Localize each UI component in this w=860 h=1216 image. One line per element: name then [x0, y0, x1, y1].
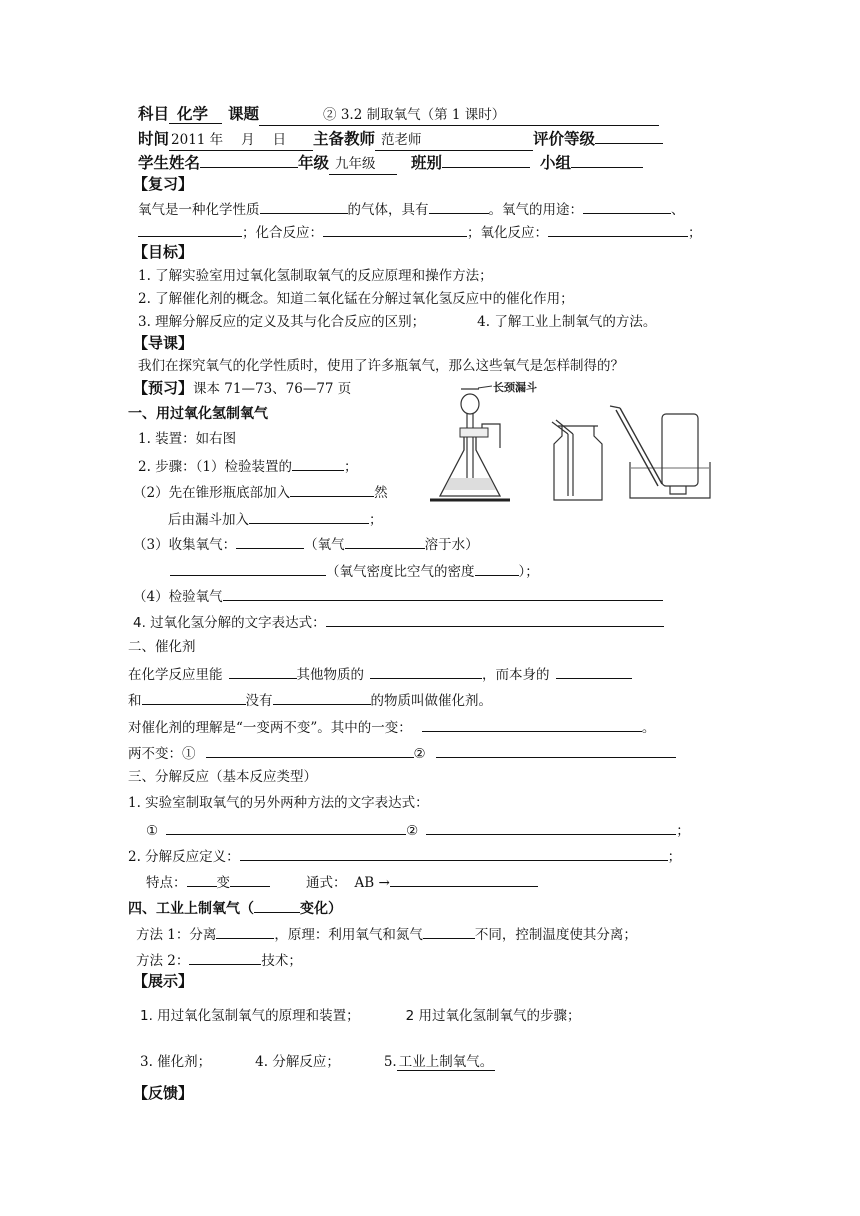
- s4-blank-2[interactable]: [216, 923, 274, 939]
- s1-blank-2[interactable]: [290, 481, 374, 497]
- group-blank[interactable]: [571, 152, 643, 168]
- student-name-blank[interactable]: [200, 152, 298, 168]
- review-blank-2[interactable]: [429, 198, 489, 214]
- s1-expression: 4. 过氧化氢分解的文字表达式：: [133, 611, 664, 633]
- header-row-time: [138, 128, 663, 151]
- s2-blank-8[interactable]: [436, 742, 676, 758]
- s1-blank-3[interactable]: [249, 508, 369, 524]
- s2-line-1: 在化学反应里能 其他物质的 ，而本身的: [128, 663, 632, 685]
- topic-label: 课题: [228, 105, 260, 123]
- s2-blank-6[interactable]: [422, 716, 642, 732]
- goals-heading: 【目标】: [133, 243, 194, 261]
- s3-line-2: ① ② ；: [146, 819, 690, 841]
- review-line-2: ；化合反应： ；氧化反应： ；: [138, 221, 702, 243]
- review-heading: 【复习】: [133, 175, 194, 193]
- s2-blank-5[interactable]: [273, 689, 371, 705]
- s2-blank-7[interactable]: [206, 742, 414, 758]
- s1-step-3: （3）收集氧气： （氧气 溶于水）: [133, 533, 479, 555]
- s3-blank-4[interactable]: [187, 871, 217, 887]
- show-heading: 【展示】: [133, 972, 194, 990]
- s1-device: 1. 装置：如右图: [138, 431, 237, 447]
- s2-line-4: 两不变：① ②: [128, 742, 676, 764]
- s1-blank-1[interactable]: [292, 455, 344, 471]
- s3-blank-5[interactable]: [230, 871, 270, 887]
- section-4-title: 四、工业上制氧气（ 变化）: [128, 897, 342, 919]
- stopper: [460, 428, 488, 437]
- s1-blank-5[interactable]: [345, 533, 425, 549]
- section-2-title: 二、催化剂: [128, 639, 196, 655]
- s4-blank-4[interactable]: [189, 949, 261, 965]
- s4-line-1: 方法 1：分离 ，原理：利用氧气和氮气 不同，控制温度使其分离；: [136, 923, 637, 945]
- class-label: 班别: [411, 154, 443, 172]
- funnel-label: 长颈漏斗: [493, 381, 537, 394]
- s3-blank-6[interactable]: [390, 871, 538, 887]
- review-blank-5[interactable]: [323, 221, 467, 237]
- intro-heading: 【导课】: [133, 334, 194, 352]
- s3-line-3: 2. 分解反应定义： ；: [128, 845, 681, 867]
- review-blank-4[interactable]: [138, 221, 242, 237]
- topic-value: ② 3.2 制取氧气（第 1 课时）: [259, 105, 659, 126]
- s4-line-2: 方法 2： 技术；: [136, 949, 302, 971]
- s4-blank-1[interactable]: [254, 897, 300, 913]
- show-line-1: 1. 用过氧化氢制氧气的原理和装置； 2 用过氧化氢制氧气的步骤；: [140, 1008, 581, 1024]
- review-blank-6[interactable]: [548, 221, 688, 237]
- s2-blank-3[interactable]: [556, 663, 632, 679]
- s1-step-2: （2）先在锥形瓶底部加入 然: [133, 481, 388, 503]
- s2-blank-1[interactable]: [229, 663, 297, 679]
- grade-eval-label: 评价等级: [533, 130, 596, 148]
- teacher-label: 主备教师: [313, 130, 376, 148]
- grade-eval-blank[interactable]: [595, 128, 663, 144]
- header-row-student: [138, 152, 643, 175]
- preview-heading-line: [133, 378, 351, 399]
- preview-pages: 课本 71—73、76—77 页: [193, 381, 352, 397]
- funnel-pointer: [478, 386, 492, 388]
- subject-value: 化学: [169, 105, 222, 124]
- goal-item-2: 2. 了解催化剂的概念。知道二氧化锰在分解过氧化氢反应中的催化作用；: [138, 291, 574, 307]
- water-trough: [610, 406, 710, 498]
- s1-blank-7[interactable]: [475, 560, 519, 576]
- s2-blank-4[interactable]: [142, 689, 246, 705]
- s1-step-4: （4）检验氧气: [133, 585, 663, 607]
- s1-blank-8[interactable]: [223, 585, 663, 601]
- s3-blank-3[interactable]: [240, 845, 668, 861]
- feedback-heading: 【反馈】: [133, 1084, 194, 1102]
- group-label: 小组: [540, 154, 572, 172]
- time-label: 时间: [138, 130, 170, 148]
- class-blank[interactable]: [442, 152, 530, 168]
- goal-item-3: 3. 理解分解反应的定义及其与化合反应的区别； 4. 了解工业上制氧气的方法。: [138, 314, 657, 330]
- s3-line-4: 特点： 变 通式： AB →: [146, 871, 538, 893]
- review-blank-1[interactable]: [260, 198, 348, 214]
- s1-step-1: 2. 步骤：（1）检验装置的 ；: [138, 455, 358, 477]
- collecting-bottle: [552, 420, 602, 500]
- s1-blank-9[interactable]: [326, 611, 664, 627]
- s1-step-3b: （氧气密度比空气的密度 ）；: [170, 560, 539, 582]
- student-label: 学生姓名: [138, 154, 201, 172]
- s2-line-2: 和 没有 的物质叫做催化剂。: [128, 689, 492, 711]
- s2-line-3: 对催化剂的理解是“一变两不变”。其中的一变： 。: [128, 716, 655, 738]
- s1-blank-6[interactable]: [170, 560, 326, 576]
- s3-blank-2[interactable]: [426, 819, 676, 835]
- s2-blank-2[interactable]: [370, 663, 482, 679]
- section-1-title: 一、用过氧化氢制氧气: [128, 406, 268, 422]
- s1-step-2b: 后由漏斗加入 ；: [168, 508, 383, 530]
- show-line-2: 3. 催化剂； 4. 分解反应； 5. 工业上制氧气。: [140, 1054, 494, 1070]
- section-3-title: 三、分解反应（基本反应类型）: [128, 769, 317, 785]
- review-line-1: 氧气是一种化学性质 的气体，具有 。氧气的用途： 、: [138, 198, 685, 220]
- intro-text: 我们在探究氧气的化学性质时，使用了许多瓶氧气，那么这些氧气是怎样制得的？: [138, 358, 624, 374]
- s3-blank-1[interactable]: [166, 819, 406, 835]
- flask-liquid: [444, 478, 496, 490]
- time-date: 2011 年 月 日: [169, 130, 313, 151]
- grade-value: 九年级: [329, 154, 397, 175]
- review-blank-3[interactable]: [583, 198, 671, 214]
- apparatus-illustration: [430, 378, 720, 506]
- subject-label: 科目: [138, 105, 170, 123]
- s3-line-1: 1. 实验室制取氧气的另外两种方法的文字表达式：: [128, 795, 429, 811]
- preview-heading: 【预习】: [133, 379, 194, 397]
- grade-label: 年级: [298, 154, 330, 172]
- header-row-subject: [138, 104, 659, 126]
- s1-blank-4[interactable]: [236, 533, 304, 549]
- s4-blank-3[interactable]: [423, 923, 475, 939]
- goal-item-1: 1. 了解实验室用过氧化氢制取氧气的反应原理和操作方法；: [138, 268, 493, 284]
- teacher-value: 范老师: [375, 130, 533, 151]
